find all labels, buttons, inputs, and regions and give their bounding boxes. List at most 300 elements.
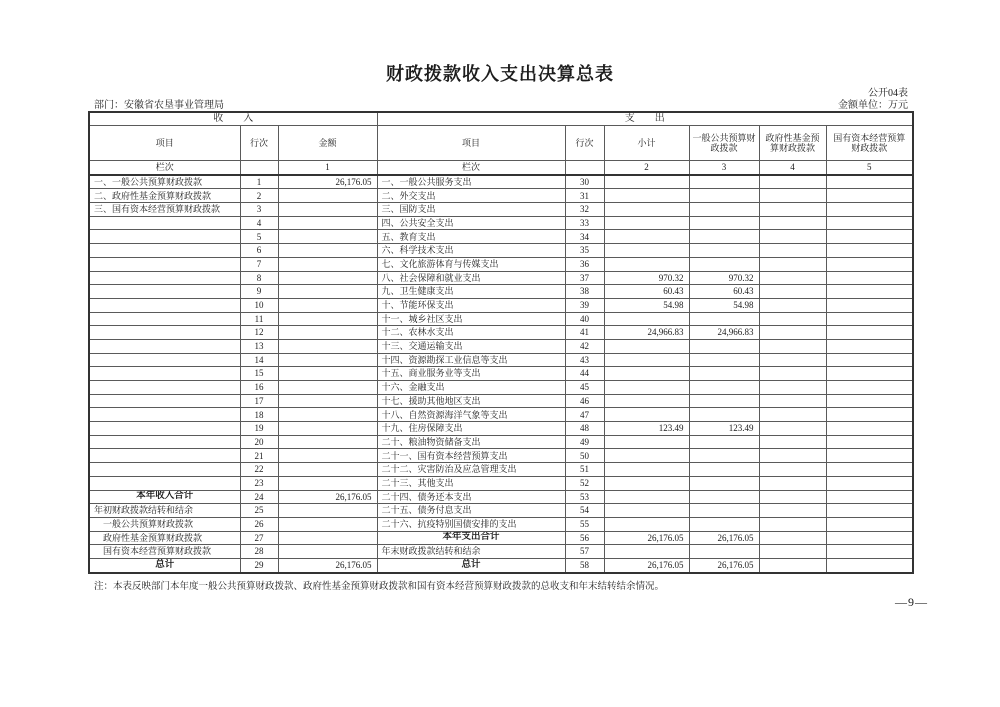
- income-line-cell: 7: [240, 257, 278, 271]
- table-row: [89, 271, 913, 285]
- expense-subtotal-cell: [604, 339, 689, 353]
- expense-gov-fund-cell: [759, 517, 826, 531]
- expense-subtotal-cell: [604, 312, 689, 326]
- income-line-cell: 21: [240, 449, 278, 463]
- expense-gov-fund-cell: [759, 353, 826, 367]
- expense-line-cell: 57: [565, 545, 604, 559]
- income-amount-cell: [278, 463, 377, 477]
- expense-gov-fund-cell: [759, 244, 826, 258]
- expense-general-budget-cell: [689, 339, 759, 353]
- expense-general-budget-cell: [689, 517, 759, 531]
- income-line-cell: 10: [240, 298, 278, 312]
- expense-subtotal-cell: [604, 244, 689, 258]
- expense-subtotal-cell: [604, 367, 689, 381]
- table-row: [89, 394, 913, 408]
- expense-lane-label: 栏次: [377, 161, 565, 175]
- income-line-cell: 19: [240, 422, 278, 436]
- expense-general-budget-cell: [689, 463, 759, 477]
- expense-state-capital-cell: [826, 422, 913, 436]
- income-amount-cell: 26,176.05: [278, 558, 377, 572]
- expense-subtotal-cell: [604, 463, 689, 477]
- expense-state-capital-cell: [826, 244, 913, 258]
- income-amount-cell: [278, 531, 377, 545]
- expense-lane-blank: [565, 161, 604, 175]
- expense-subtotal-cell: [604, 476, 689, 490]
- expense-general-budget-cell: [689, 408, 759, 422]
- expense-line-cell: 30: [565, 175, 604, 189]
- expense-line-cell: 49: [565, 435, 604, 449]
- expense-subtotal-cell: [604, 189, 689, 203]
- expense-gov-fund-cell: [759, 285, 826, 299]
- column-header-row: [89, 126, 913, 161]
- income-item-cell: 总计: [89, 558, 240, 572]
- table-row: [89, 326, 913, 340]
- expense-subtotal-cell: [604, 408, 689, 422]
- expense-item-cell: 十五、商业服务业等支出: [377, 367, 565, 381]
- expense-subtotal-cell: 123.49: [604, 422, 689, 436]
- page-title: 财政拨款收入支出决算总表: [386, 64, 614, 84]
- department-label: 部门：安徽省农垦事业管理局: [94, 100, 224, 111]
- income-amount-cell: [278, 435, 377, 449]
- expense-line-header: 行次: [565, 126, 604, 161]
- income-amount-cell: [278, 298, 377, 312]
- expense-line-cell: 58: [565, 558, 604, 572]
- income-item-cell: [89, 463, 240, 477]
- income-item-cell: [89, 408, 240, 422]
- expense-item-cell: 二十二、灾害防治及应急管理支出: [377, 463, 565, 477]
- expense-general-budget-cell: [689, 312, 759, 326]
- expense-lane-col-3: 3: [689, 161, 759, 175]
- expense-state-capital-cell: [826, 381, 913, 395]
- income-line-cell: 24: [240, 490, 278, 504]
- expense-item-cell: 七、文化旅游体育与传媒支出: [377, 257, 565, 271]
- expense-state-capital-cell: [826, 216, 913, 230]
- table-row: [89, 408, 913, 422]
- expense-line-cell: 47: [565, 408, 604, 422]
- expense-subtotal-cell: 26,176.05: [604, 531, 689, 545]
- expense-state-capital-cell: [826, 463, 913, 477]
- expense-item-cell: 十六、金融支出: [377, 381, 565, 395]
- expense-gov-fund-cell: [759, 367, 826, 381]
- income-item-cell: 年初财政拨款结转和结余: [89, 504, 240, 518]
- expense-line-cell: 48: [565, 422, 604, 436]
- expense-item-cell: 八、社会保障和就业支出: [377, 271, 565, 285]
- expense-general-budget-cell: [689, 476, 759, 490]
- expense-state-capital-cell: [826, 230, 913, 244]
- expense-state-capital-cell: [826, 517, 913, 531]
- expense-gov-fund-cell: [759, 339, 826, 353]
- expense-state-capital-cell: [826, 367, 913, 381]
- expense-line-cell: 34: [565, 230, 604, 244]
- gov-fund-header: 政府性基金预算财政拨款: [759, 126, 826, 161]
- income-amount-cell: [278, 367, 377, 381]
- table-row: [89, 435, 913, 449]
- expense-general-budget-cell: [689, 353, 759, 367]
- expense-state-capital-cell: [826, 545, 913, 559]
- note-text: 注：本表反映部门本年度一般公共预算财政拨款、政府性基金预算财政拨款和国有资本经营预算财政拨款的总收支和年末结转结余情况。: [94, 582, 665, 592]
- expense-state-capital-cell: [826, 394, 913, 408]
- table-row: [89, 298, 913, 312]
- expense-subtotal-cell: 54.98: [604, 298, 689, 312]
- expense-general-budget-cell: [689, 175, 759, 189]
- table-row: [89, 353, 913, 367]
- income-line-cell: 6: [240, 244, 278, 258]
- expense-item-cell: 九、卫生健康支出: [377, 285, 565, 299]
- table-row: [89, 517, 913, 531]
- expense-item-cell: 三、国防支出: [377, 203, 565, 217]
- income-item-cell: [89, 422, 240, 436]
- expense-state-capital-cell: [826, 298, 913, 312]
- expense-gov-fund-cell: [759, 422, 826, 436]
- expense-item-cell: 二十四、债务还本支出: [377, 490, 565, 504]
- table-row: [89, 545, 913, 559]
- expense-line-cell: 39: [565, 298, 604, 312]
- table-row: [89, 312, 913, 326]
- expense-gov-fund-cell: [759, 504, 826, 518]
- expense-gov-fund-cell: [759, 394, 826, 408]
- expense-lane-col-4: 4: [759, 161, 826, 175]
- table-row: [89, 339, 913, 353]
- expense-line-cell: 41: [565, 326, 604, 340]
- expense-state-capital-cell: [826, 435, 913, 449]
- income-amount-cell: [278, 449, 377, 463]
- income-line-cell: 20: [240, 435, 278, 449]
- income-amount-cell: [278, 326, 377, 340]
- expense-state-capital-cell: [826, 531, 913, 545]
- expense-gov-fund-cell: [759, 476, 826, 490]
- income-item-cell: 国有资本经营预算财政拨款: [89, 545, 240, 559]
- table-row: [89, 216, 913, 230]
- income-item-cell: [89, 476, 240, 490]
- doc-code-label: 公开04表: [868, 88, 908, 99]
- table-row: [89, 367, 913, 381]
- income-line-cell: 22: [240, 463, 278, 477]
- income-line-cell: 9: [240, 285, 278, 299]
- income-amount-cell: [278, 285, 377, 299]
- income-amount-cell: [278, 422, 377, 436]
- expense-line-cell: 37: [565, 271, 604, 285]
- income-amount-cell: [278, 203, 377, 217]
- expense-line-cell: 52: [565, 476, 604, 490]
- expense-line-cell: 40: [565, 312, 604, 326]
- income-amount-cell: [278, 504, 377, 518]
- expense-line-cell: 54: [565, 504, 604, 518]
- expense-item-cell: 十一、城乡社区支出: [377, 312, 565, 326]
- expense-gov-fund-cell: [759, 312, 826, 326]
- expense-item-cell: 二、外交支出: [377, 189, 565, 203]
- income-amount-cell: [278, 257, 377, 271]
- income-item-cell: 本年收入合计: [89, 490, 240, 504]
- expense-general-budget-cell: [689, 216, 759, 230]
- expense-line-cell: 33: [565, 216, 604, 230]
- expense-general-budget-cell: [689, 381, 759, 395]
- income-line-cell: 8: [240, 271, 278, 285]
- expense-general-budget-cell: [689, 257, 759, 271]
- table-row: [89, 422, 913, 436]
- income-line-cell: 1: [240, 175, 278, 189]
- income-lane-label: 栏次: [89, 161, 240, 175]
- income-amount-cell: [278, 271, 377, 285]
- table-row: [89, 189, 913, 203]
- expense-gov-fund-cell: [759, 271, 826, 285]
- expense-subtotal-cell: [604, 435, 689, 449]
- expense-general-budget-cell: 123.49: [689, 422, 759, 436]
- income-item-cell: [89, 435, 240, 449]
- income-item-cell: [89, 257, 240, 271]
- income-amount-header: 金额: [278, 126, 377, 161]
- expense-subtotal-cell: 970.32: [604, 271, 689, 285]
- expense-general-budget-cell: [689, 394, 759, 408]
- income-line-header: 行次: [240, 126, 278, 161]
- table-row: [89, 244, 913, 258]
- expense-line-cell: 43: [565, 353, 604, 367]
- table-row: [89, 230, 913, 244]
- income-amount-cell: [278, 189, 377, 203]
- general-budget-header: 一般公共预算财政拨款: [689, 126, 759, 161]
- expense-state-capital-cell: [826, 408, 913, 422]
- income-amount-cell: [278, 312, 377, 326]
- expense-item-cell: 六、科学技术支出: [377, 244, 565, 258]
- expense-subtotal-cell: [604, 175, 689, 189]
- expense-subtotal-cell: 26,176.05: [604, 558, 689, 572]
- expense-subtotal-cell: [604, 216, 689, 230]
- income-line-cell: 17: [240, 394, 278, 408]
- expense-gov-fund-cell: [759, 558, 826, 572]
- expense-subtotal-cell: [604, 353, 689, 367]
- expense-item-cell: 本年支出合计: [377, 531, 565, 545]
- expense-state-capital-cell: [826, 271, 913, 285]
- table-row: [89, 490, 913, 504]
- expense-item-cell: 十、节能环保支出: [377, 298, 565, 312]
- expense-line-cell: 51: [565, 463, 604, 477]
- income-item-header: 项目: [89, 126, 240, 161]
- expense-gov-fund-cell: [759, 531, 826, 545]
- table-row: [89, 203, 913, 217]
- expense-state-capital-cell: [826, 558, 913, 572]
- expense-state-capital-cell: [826, 175, 913, 189]
- expense-general-budget-cell: [689, 435, 759, 449]
- expense-subtotal-cell: [604, 394, 689, 408]
- income-amount-cell: [278, 394, 377, 408]
- income-amount-cell: [278, 230, 377, 244]
- expense-state-capital-cell: [826, 326, 913, 340]
- expense-gov-fund-cell: [759, 435, 826, 449]
- expense-line-cell: 56: [565, 531, 604, 545]
- expense-line-cell: 50: [565, 449, 604, 463]
- income-amount-cell: [278, 545, 377, 559]
- expense-item-cell: 十二、农林水支出: [377, 326, 565, 340]
- expense-general-budget-cell: [689, 230, 759, 244]
- expense-state-capital-cell: [826, 490, 913, 504]
- income-lane-blank: [240, 161, 278, 175]
- income-amount-cell: [278, 353, 377, 367]
- expense-gov-fund-cell: [759, 326, 826, 340]
- expense-line-cell: 35: [565, 244, 604, 258]
- expense-line-cell: 36: [565, 257, 604, 271]
- expense-general-budget-cell: 970.32: [689, 271, 759, 285]
- income-line-cell: 3: [240, 203, 278, 217]
- expense-line-cell: 45: [565, 381, 604, 395]
- income-line-cell: 11: [240, 312, 278, 326]
- expense-gov-fund-cell: [759, 463, 826, 477]
- income-item-cell: [89, 244, 240, 258]
- expense-state-capital-cell: [826, 504, 913, 518]
- expense-gov-fund-cell: [759, 298, 826, 312]
- expense-subtotal-cell: [604, 490, 689, 504]
- expense-state-capital-cell: [826, 339, 913, 353]
- income-line-cell: 28: [240, 545, 278, 559]
- expense-subtotal-cell: [604, 449, 689, 463]
- expense-state-capital-cell: [826, 353, 913, 367]
- income-amount-cell: 26,176.05: [278, 490, 377, 504]
- expense-item-cell: 五、教育支出: [377, 230, 565, 244]
- table-row: [89, 531, 913, 545]
- expense-item-cell: 总计: [377, 558, 565, 572]
- expense-section-header: 支 出: [377, 112, 913, 126]
- income-item-cell: [89, 271, 240, 285]
- expense-subtotal-cell: [604, 504, 689, 518]
- income-amount-cell: [278, 408, 377, 422]
- expense-state-capital-cell: [826, 189, 913, 203]
- table-row: [89, 175, 913, 189]
- expense-general-budget-cell: [689, 189, 759, 203]
- table-row: [89, 504, 913, 518]
- expense-general-budget-cell: 26,176.05: [689, 531, 759, 545]
- state-capital-header: 国有资本经营预算财政拨款: [826, 126, 913, 161]
- expense-general-budget-cell: [689, 203, 759, 217]
- income-item-cell: [89, 339, 240, 353]
- income-item-cell: 一般公共预算财政拨款: [89, 517, 240, 531]
- expense-state-capital-cell: [826, 257, 913, 271]
- income-item-cell: 一、一般公共预算财政拨款: [89, 175, 240, 189]
- expense-state-capital-cell: [826, 449, 913, 463]
- table-row: [89, 449, 913, 463]
- expense-general-budget-cell: [689, 367, 759, 381]
- table-row: [89, 257, 913, 271]
- expense-item-cell: 二十五、债务付息支出: [377, 504, 565, 518]
- expense-item-cell: 十四、资源勘探工业信息等支出: [377, 353, 565, 367]
- expense-subtotal-cell: [604, 381, 689, 395]
- income-line-cell: 13: [240, 339, 278, 353]
- expense-gov-fund-cell: [759, 216, 826, 230]
- expense-subtotal-cell: [604, 517, 689, 531]
- income-section-header: 收 入: [89, 112, 377, 126]
- income-item-cell: [89, 394, 240, 408]
- expense-subtotal-cell: [604, 203, 689, 217]
- income-amount-cell: [278, 517, 377, 531]
- expense-state-capital-cell: [826, 312, 913, 326]
- income-lane-col-1: 1: [278, 161, 377, 175]
- expense-line-cell: 53: [565, 490, 604, 504]
- expense-general-budget-cell: 24,966.83: [689, 326, 759, 340]
- income-item-cell: [89, 381, 240, 395]
- summary-table: [88, 111, 914, 574]
- income-line-cell: 18: [240, 408, 278, 422]
- income-line-cell: 26: [240, 517, 278, 531]
- expense-item-cell: 年末财政拨款结转和结余: [377, 545, 565, 559]
- table-row: [89, 463, 913, 477]
- expense-general-budget-cell: 54.98: [689, 298, 759, 312]
- income-amount-cell: [278, 216, 377, 230]
- expense-general-budget-cell: [689, 449, 759, 463]
- table-row: [89, 476, 913, 490]
- expense-line-cell: 31: [565, 189, 604, 203]
- expense-general-budget-cell: [689, 545, 759, 559]
- expense-gov-fund-cell: [759, 230, 826, 244]
- income-amount-cell: [278, 244, 377, 258]
- expense-gov-fund-cell: [759, 175, 826, 189]
- page-number: —9—: [895, 595, 928, 609]
- expense-general-budget-cell: [689, 244, 759, 258]
- income-line-cell: 27: [240, 531, 278, 545]
- unit-label: 金额单位：万元: [838, 100, 908, 111]
- expense-gov-fund-cell: [759, 449, 826, 463]
- expense-general-budget-cell: 26,176.05: [689, 558, 759, 572]
- income-line-cell: 5: [240, 230, 278, 244]
- expense-item-cell: 十八、自然资源海洋气象等支出: [377, 408, 565, 422]
- income-amount-cell: [278, 476, 377, 490]
- income-item-cell: 政府性基金预算财政拨款: [89, 531, 240, 545]
- income-line-cell: 23: [240, 476, 278, 490]
- income-item-cell: 三、国有资本经营预算财政拨款: [89, 203, 240, 217]
- expense-line-cell: 42: [565, 339, 604, 353]
- expense-item-cell: 二十三、其他支出: [377, 476, 565, 490]
- income-item-cell: [89, 230, 240, 244]
- income-item-cell: 二、政府性基金预算财政拨款: [89, 189, 240, 203]
- expense-subtotal-cell: [604, 545, 689, 559]
- section-header-row: [89, 112, 913, 126]
- expense-general-budget-cell: [689, 504, 759, 518]
- expense-lane-col-2: 2: [604, 161, 689, 175]
- expense-item-cell: 二十六、抗疫特别国债安排的支出: [377, 517, 565, 531]
- income-amount-cell: [278, 339, 377, 353]
- income-item-cell: [89, 285, 240, 299]
- income-line-cell: 29: [240, 558, 278, 572]
- expense-item-cell: 十七、援助其他地区支出: [377, 394, 565, 408]
- income-line-cell: 15: [240, 367, 278, 381]
- expense-line-cell: 38: [565, 285, 604, 299]
- expense-line-cell: 44: [565, 367, 604, 381]
- expense-item-cell: 二十、粮油物资储备支出: [377, 435, 565, 449]
- income-line-cell: 12: [240, 326, 278, 340]
- expense-general-budget-cell: 60.43: [689, 285, 759, 299]
- income-line-cell: 25: [240, 504, 278, 518]
- income-item-cell: [89, 353, 240, 367]
- expense-state-capital-cell: [826, 203, 913, 217]
- table-row: [89, 285, 913, 299]
- income-item-cell: [89, 449, 240, 463]
- expense-item-cell: 一、一般公共服务支出: [377, 175, 565, 189]
- income-item-cell: [89, 216, 240, 230]
- income-amount-cell: [278, 381, 377, 395]
- expense-line-cell: 32: [565, 203, 604, 217]
- expense-state-capital-cell: [826, 285, 913, 299]
- income-line-cell: 4: [240, 216, 278, 230]
- expense-line-cell: 46: [565, 394, 604, 408]
- table-body: [89, 161, 913, 573]
- expense-gov-fund-cell: [759, 257, 826, 271]
- expense-general-budget-cell: [689, 490, 759, 504]
- income-amount-cell: 26,176.05: [278, 175, 377, 189]
- expense-gov-fund-cell: [759, 545, 826, 559]
- table-row: [89, 558, 913, 572]
- expense-line-cell: 55: [565, 517, 604, 531]
- income-line-cell: 2: [240, 189, 278, 203]
- expense-subtotal-cell: [604, 230, 689, 244]
- expense-item-cell: 二十一、国有资本经营预算支出: [377, 449, 565, 463]
- expense-item-cell: 十九、住房保障支出: [377, 422, 565, 436]
- lane-row: [89, 161, 913, 175]
